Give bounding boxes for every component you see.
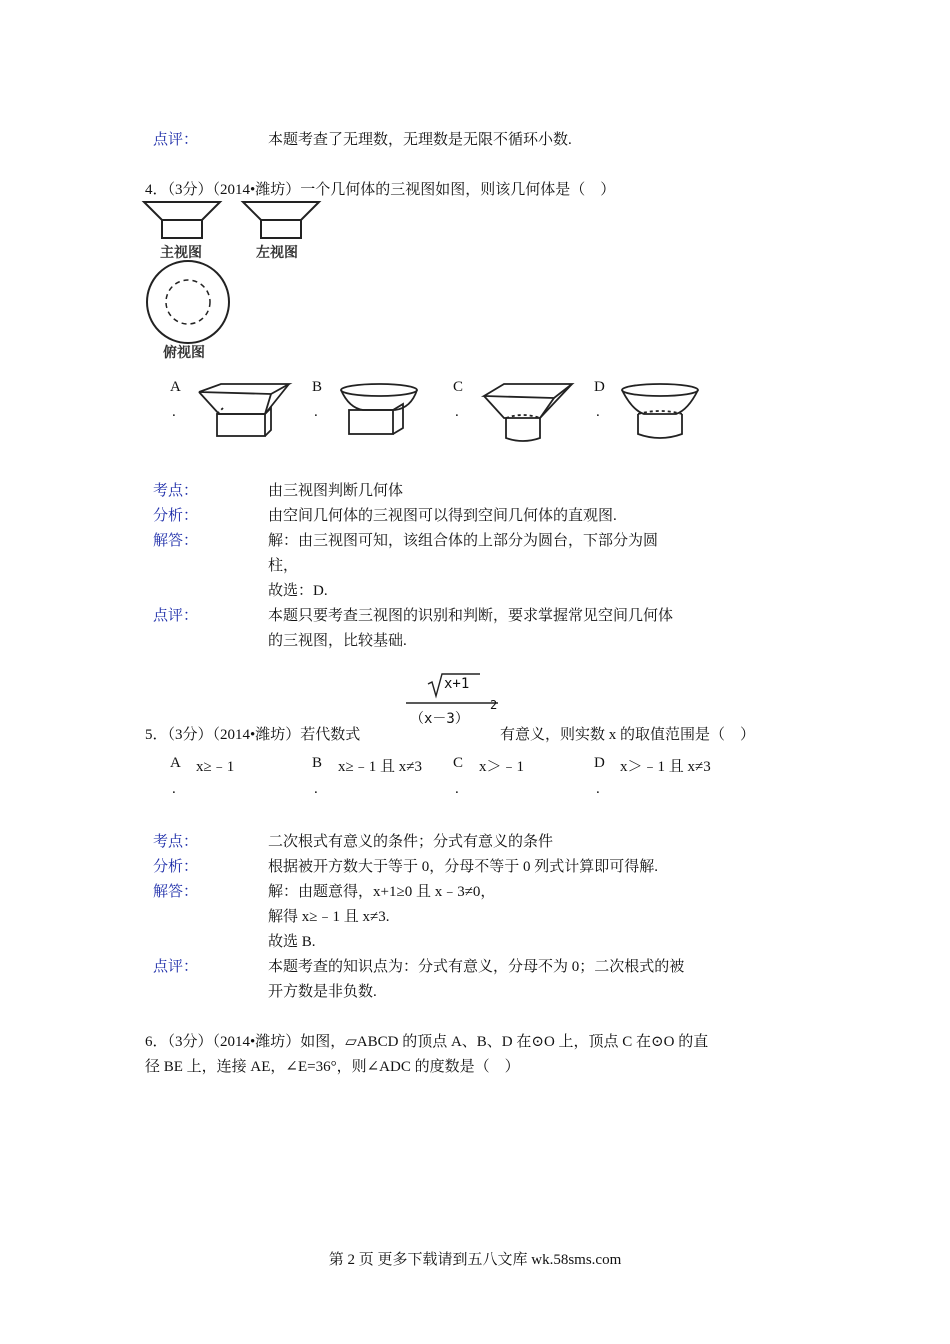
q5-option-a-letter: A: [170, 755, 181, 771]
option-d-dot: .: [596, 404, 600, 420]
option-b-letter: B: [312, 379, 323, 395]
front-view-cylinder: [162, 220, 202, 238]
q5-fenxi-text: 根据被开方数大于等于 0，分母不等于 0 列式计算即可得解.: [268, 859, 659, 875]
q5-fenxi-label: 分析：: [153, 859, 199, 875]
option-a-letter: A: [170, 379, 181, 395]
option-d-letter: D: [594, 379, 605, 395]
q4-dianping-line1: 本题只要考查三视图的识别和判断，要求掌握常见空间几何体: [268, 608, 674, 624]
front-view-frustum: [144, 202, 220, 220]
option-c-dot: .: [455, 404, 459, 420]
front-view-caption: 主视图: [160, 245, 202, 261]
option-d-figure: [618, 380, 708, 449]
q5-jieda-line1: 解：由题意得，x+1≥0 且 x﹣3≠0，: [268, 884, 496, 900]
q5-kaodian-text: 二次根式有意义的条件；分式有意义的条件: [268, 834, 554, 850]
formula-numerator: x+1: [444, 676, 470, 692]
q4-jieda-line2: 柱，: [268, 558, 299, 574]
question-6-stem-line1: 6．（3分）（2014•潍坊）如图，▱ABCD 的顶点 A、B、D 在⊙O 上，顶点 C 在⊙O 的直: [145, 1034, 709, 1050]
q5-dianping-label: 点评：: [153, 959, 199, 975]
question-6-stem-line2: 径 BE 上，连接 AE，∠E=36°，则∠ADC 的度数是（ ）: [145, 1059, 520, 1075]
top-view-inner-dashed-circle: [166, 280, 210, 324]
q5-option-c-dot: .: [455, 781, 459, 797]
q5-option-c-letter: C: [453, 755, 464, 771]
q5-dianping-line1: 本题考查的知识点为：分式有意义，分母不为 0；二次根式的被: [268, 959, 685, 975]
q4-jieda-label: 解答：: [153, 533, 199, 549]
option-b-figure: [337, 380, 427, 445]
top-view-outer-circle: [147, 261, 229, 343]
option-c-letter: C: [453, 379, 464, 395]
left-view-frustum: [243, 202, 319, 220]
option-b-dot: .: [314, 404, 318, 420]
formula-exponent: 2: [490, 698, 498, 712]
q5-option-b-text: x≥﹣1 且 x≠3: [338, 759, 422, 775]
q5-option-b-letter: B: [312, 755, 323, 771]
question-5-stem-pre: 5．（3分）（2014•潍坊）若代数式: [145, 727, 361, 743]
q5-jieda-line2: 解得 x≥﹣1 且 x≠3.: [268, 909, 390, 925]
option-a-dot: .: [172, 404, 176, 420]
q4-kaodian-label: 考点：: [153, 483, 199, 499]
q5-dianping-line2: 开方数是非负数.: [268, 984, 377, 1000]
formula-denominator: （x－3）: [410, 711, 469, 727]
review-text: 本题考查了无理数，无理数是无限不循环小数.: [268, 132, 572, 148]
q5-kaodian-label: 考点：: [153, 834, 199, 850]
q5-jieda-label: 解答：: [153, 884, 199, 900]
question-4-stem: 4．（3分）（2014•潍坊）一个几何体的三视图如图，则该几何体是（ ）: [145, 182, 616, 198]
page-footer: 第 2 页 更多下载请到五八文库 wk.58sms.com: [328, 1252, 622, 1268]
left-view-caption: 左视图: [256, 245, 298, 261]
q4-dianping-line2: 的三视图，比较基础.: [268, 633, 407, 649]
three-views-drawing: [140, 198, 340, 363]
q4-dianping-label: 点评：: [153, 608, 199, 624]
q5-option-d-dot: .: [596, 781, 600, 797]
review-label: 点评：: [153, 132, 199, 148]
q4-fenxi-label: 分析：: [153, 508, 199, 524]
q5-option-b-dot: .: [314, 781, 318, 797]
q4-jieda-line3: 故选：D.: [268, 583, 328, 599]
option-c-figure: [478, 380, 578, 449]
q5-option-c-text: x＞﹣1: [479, 759, 525, 775]
q5-option-a-dot: .: [172, 781, 176, 797]
question-5-stem-post: 有意义，则实数 x 的取值范围是（ ）: [500, 727, 756, 743]
q5-option-a-text: x≥﹣1: [196, 759, 235, 775]
q5-option-d-text: x＞﹣1 且 x≠3: [620, 759, 711, 775]
q4-fenxi-text: 由空间几何体的三视图可以得到空间几何体的直观图.: [268, 508, 617, 524]
q5-option-d-letter: D: [594, 755, 605, 771]
q4-jieda-line1: 解：由三视图可知，该组合体的上部分为圆台，下部分为圆: [268, 533, 659, 549]
option-a-figure: [195, 380, 295, 445]
q4-kaodian-text: 由三视图判断几何体: [268, 483, 404, 499]
top-view-caption: 俯视图: [163, 345, 205, 361]
left-view-cylinder: [261, 220, 301, 238]
three-views-figure: [140, 198, 340, 363]
q5-jieda-line3: 故选 B.: [268, 934, 316, 950]
